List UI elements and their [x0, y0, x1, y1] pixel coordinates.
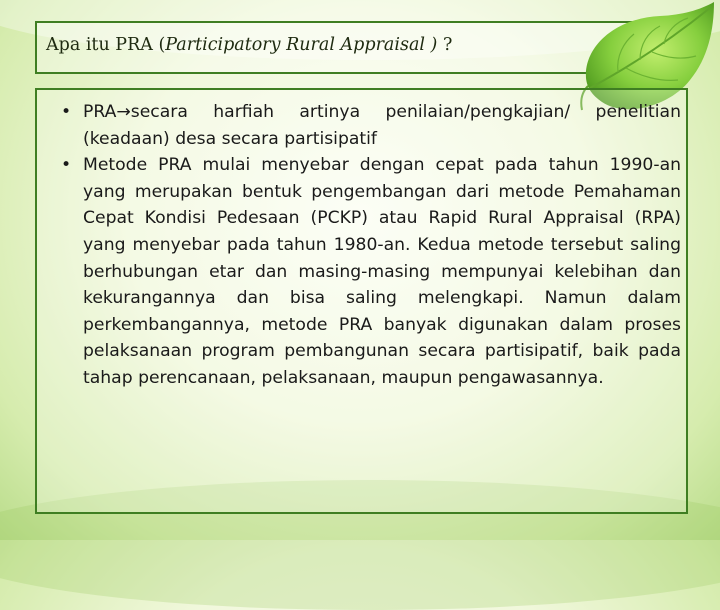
bullet-list [61, 99, 681, 392]
bullet-item-history [61, 152, 681, 391]
bullet-mark: • [61, 155, 72, 176]
title-prefix: Apa itu PRA ( [46, 35, 166, 55]
title-suffix: ? [437, 35, 453, 55]
title-box [35, 21, 635, 74]
slide-title [46, 35, 452, 55]
title-italic: Participatory Rural Appraisal ) [165, 35, 438, 55]
bullet-text: Metode PRA mulai menyebar dengan cepat pada tahun 1990-an yang merupakan bentuk pengembangan dari metode Pemahaman Cepat Kondisi Pedesaan (PCKP) atau Rapid Rural Appraisal (RPA) yang menyebar pada tahun 1980-an. Kedua metode tersebut saling berhubungan etar dan masing-masing mempunyai kelebihan dan kekurangannya dan bisa saling melengkapi. Namun dalam perkembangannya, metode PRA banyak digunakan dalam proses pelaksanaan program pembangunan secara partisipatif, baik pada tahap perencanaan, pelaksanaan, maupun pengawasannya. [83, 155, 681, 388]
bullet-text: secara harfiah artinya penilaian/pengkajian/ penelitian (keadaan) desa secara partisipatif [83, 102, 681, 149]
content-box [35, 88, 688, 514]
bullet-item-definition [61, 99, 681, 152]
arrow-right-icon: → [116, 102, 131, 122]
bullet-lead: PRA [83, 102, 117, 122]
bullet-mark: • [61, 102, 72, 122]
